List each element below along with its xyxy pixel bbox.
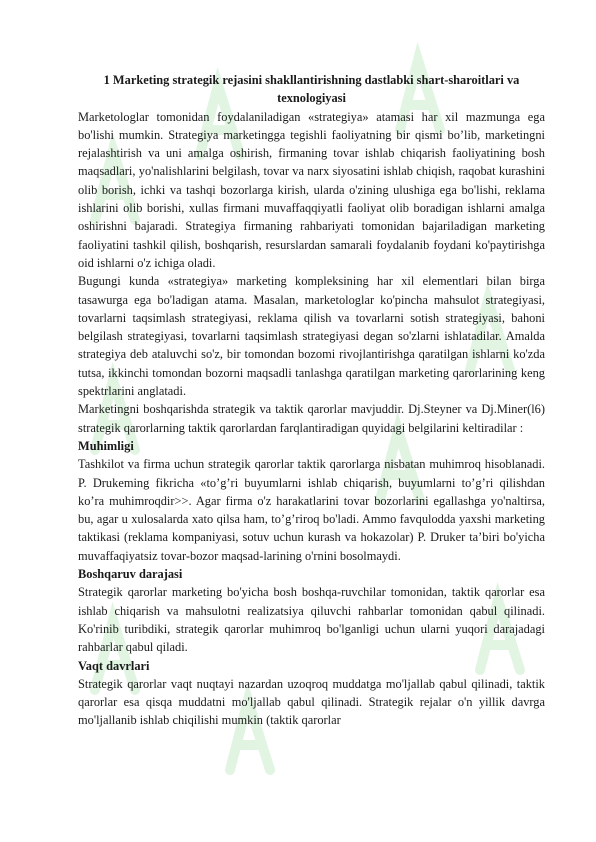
document-page: [78, 71, 545, 730]
document-body: [78, 108, 545, 730]
paragraph: Bugungi kunda «strategiya» marketing kompleksining har xil elementlari bilan birga tasawurga ega bo'ladigan atama. Masalan, marketologlar ko'pincha mahsulot strategiyasi, tovarlarni taqsimlash strategiyasi, reklama qilish va tovarlarni sotish strategiyasi, bahoni belgilash strategiyasi, tovarlarni taqsimlash strategiyasi degan so'zlarni ishlatadilar. Amalda strategiya deb ataluvchi so'z, bir tomondan bozomi rivojlantirishga qaratilgan ishlarni ko'zda tutsa, ikkinchi tomondan bozorni maqsadli tanlashga qaratilgan marketing qarorlarining keng spektrlarini anglatadi.: [78, 274, 545, 399]
paragraph: Marketingni boshqarishda strategik va taktik qarorlar mavjuddir. Dj.Steyner va Dj.Miner(l6) strategik qarorlarning taktik qarorlardan farqlantiradigan quyidagi belgilarini keltiradilar :: [78, 402, 545, 435]
paragraph: Strategik qarorlar marketing bo'yicha bosh boshqa-ruvchilar tomonidan, taktik qarorlar esa ishlab chiqarish va mahsulotni realizatsiya qiluvchi rahbarlar tomonidan qabul qilinadi. Ko'rinib turibdiki, strategik qarorlar muhimroq bo'lganligi uchun ularni yuqori darajadagi rahbarlar qabul qiladi.: [78, 585, 545, 655]
paragraph: Marketologlar tomonidan foydalaniladigan «strategiya» atamasi har xil mazmunga ega bo'lishi mumkin. Strategiya marketingga tegishli faoliyatning bir qismi bo’lib, marketingni rejalashtirish va uni amalga oshirish, firmaning tovar ishlab chiqarish faoliyatining bosh maqsadlari, yo'nalishlarini belgilash, tovar va narx siyosatini ishlab chiqish, raqobat kurashini olib borish, ichki va tashqi bozorlarga kirish, ularda o'zining ulushiga ega bo'lishi, reklama ishlarini olib borishi, xullas firmani muvaffaqqiyatli faoliyat olib boradigan ishlarni amalga oshirishni bajaradi. Strategiya firmaning rahbariyati tomonidan bajariladigan marketing faoliyatini tashkil qilish, boshqarish, resurslardan samarali foydalanib foydani ko'paytirishga oid ishlarni o'z ichiga oladi.: [78, 109, 545, 270]
document-title: 1 Marketing strategik rejasini shakllantirishning dastlabki shart-sharoitlari va texnologiyasi: [103, 73, 520, 106]
section-heading: Boshqaruv darajasi: [78, 567, 183, 582]
paragraph: Tashkilot va firma uchun strategik qarorlar taktik qarorlarga nisbatan muhimroq hisoblanadi. P. Drukeming fikricha «to’g’ri buyumlarni ishlab chiqarish, buyumlarni to’g’ri qilishdan ko’ra muhimroqdir>>. Agar firma o'z harakatlarini tovar bozorlarini egallashga yo'naltirsa, bu, agar u xulosalarda xato qilsa ham, to’g’riroq bo'ladi. Ammo favqulodda yaxshi marketing taktikasi (reklama kompaniyasi, sotuv uchun kurash va hokazolar) P. Druker ta’biri bo'yicha muvaffaqiyatsiz tovar-bozor maqsad-larining o'rnini bosolmaydi.: [78, 457, 545, 563]
section-heading: Vaqt davrlari: [78, 658, 150, 673]
section-heading: Muhimligi: [78, 438, 134, 453]
paragraph: Strategik qarorlar vaqt nuqtayi nazardan uzoqroq muddatga mo'ljallab qabul qilinadi, taktik qarorlar esa qisqa muddatni mo'ljallab qabul qilinadi. Strategik rejalar o'n yillik davrga mo'ljallanib ishlab chiqilishi mumkin (taktik qarorlar: [78, 676, 545, 728]
